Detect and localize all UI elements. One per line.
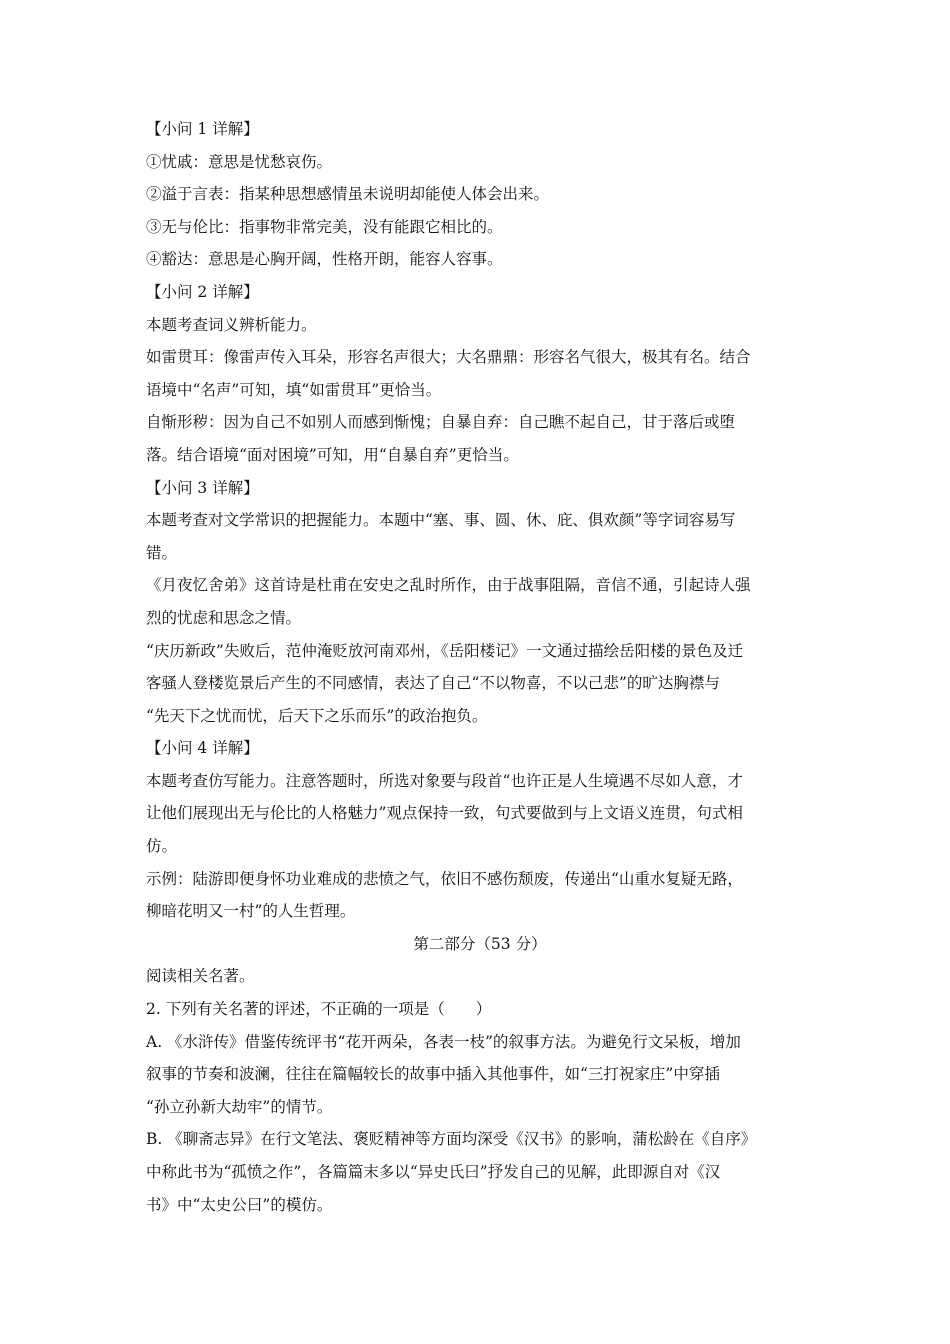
- part2-title: 第二部分（53 分）: [413, 934, 547, 953]
- q4-example-line1: 示例：陆游即便身怀功业难成的悲愤之气，依旧不感伤颓废，传递出“山重水复疑无路，: [146, 869, 743, 888]
- q1-item-4: ④豁达：意思是心胸开阔，性格开朗，能容人容事。: [146, 250, 503, 269]
- option-b-line1: B. 《聊斋志异》在行文笔法、褒贬精神等方面均深受《汉书》的影响，蒲松龄在《自序》: [146, 1130, 757, 1149]
- q3-para2-line1: “庆历新政”失败后，范仲淹贬放河南邓州，《岳阳楼记》一文通过描绘岳阳楼的景色及迁: [146, 641, 744, 660]
- q3-intro-line2: 错。: [146, 543, 178, 562]
- q3-heading: 【小问 3 详解】: [146, 478, 259, 497]
- option-b-line3: 书》中“太史公曰”的模仿。: [146, 1195, 333, 1214]
- q3-intro-line1: 本题考查对文学常识的把握能力。本题中“塞、事、圆、休、庇、俱欢颜”等字词容易写: [146, 511, 736, 530]
- q1-item-1: ①忧戚：意思是忧愁哀伤。: [146, 152, 333, 171]
- q3-para2-line3: “先天下之忧而忧，后天下之乐而乐”的政治抱负。: [146, 706, 488, 725]
- part2-intro: 阅读相关名著。: [146, 967, 255, 986]
- q2-para2-line1: 自惭形秽：因为自己不如别人而感到惭愧；自暴自弃：自己瞧不起自己，甘于落后或堕: [146, 413, 736, 432]
- document-page: [146, 113, 814, 1221]
- q4-intro-line1: 本题考查仿写能力。注意答题时，所选对象要与段首“也许正是人生境遇不尽如人意，才: [146, 771, 743, 790]
- q2-para1-line1: 如雷贯耳：像雷声传入耳朵，形容名声很大；大名鼎鼎：形容名气很大，极其有名。结合: [146, 348, 751, 367]
- q4-heading: 【小问 4 详解】: [146, 739, 259, 758]
- option-b-line2: 中称此书为“孤愤之作”，各篇篇末多以“异史氏曰”抒发自己的见解，此即源自对《汉: [146, 1163, 721, 1181]
- option-a-line2: 叙事的节奏和波澜，往往在篇幅较长的故事中插入其他事件，如“三打祝家庄”中穿插: [146, 1065, 720, 1084]
- q1-item-3: ③无与伦比：指事物非常完美，没有能跟它相比的。: [146, 217, 503, 236]
- q4-intro-line3: 仿。: [146, 837, 178, 856]
- q1-heading: 【小问 1 详解】: [146, 120, 259, 138]
- q3-para1-line2: 烈的忧虑和思念之情。: [146, 608, 302, 627]
- q2-heading: 【小问 2 详解】: [146, 282, 259, 301]
- q2-para1-line2: 语境中“名声”可知，填“如雷贯耳”更恰当。: [146, 380, 442, 399]
- option-a-line3: “孙立孙新大劫牢”的情节。: [146, 1097, 333, 1116]
- q2-intro: 本题考查词义辨析能力。: [146, 315, 317, 334]
- q4-example-line2: 柳暗花明又一村”的人生哲理。: [146, 902, 356, 921]
- q3-para1-line1: 《月夜忆舍弟》这首诗是杜甫在安史之乱时所作，由于战事阻隔，音信不通，引起诗人强: [146, 576, 751, 595]
- question-2: 2. 下列有关名著的评述，不正确的一项是（ ）: [146, 1000, 492, 1019]
- q3-para2-line2: 客骚人登楼览景后产生的不同感情，表达了自己“不以物喜，不以己悲”的旷达胸襟与: [146, 674, 720, 693]
- option-a-line1: A. 《水浒传》借鉴传统评书“花开两朵，各表一枝”的叙事方法。为避免行文呆板，增加: [146, 1032, 741, 1051]
- q2-para2-line2: 落。结合语境“面对困境”可知，用“自暴自弃”更恰当。: [146, 445, 519, 464]
- q4-intro-line2: 让他们展现出无与伦比的人格魅力”观点保持一致，句式要做到与上文语义连贯，句式相: [146, 804, 743, 823]
- q1-item-2: ②溢于言表：指某种思想感情虽未说明却能使人体会出来。: [146, 185, 550, 204]
